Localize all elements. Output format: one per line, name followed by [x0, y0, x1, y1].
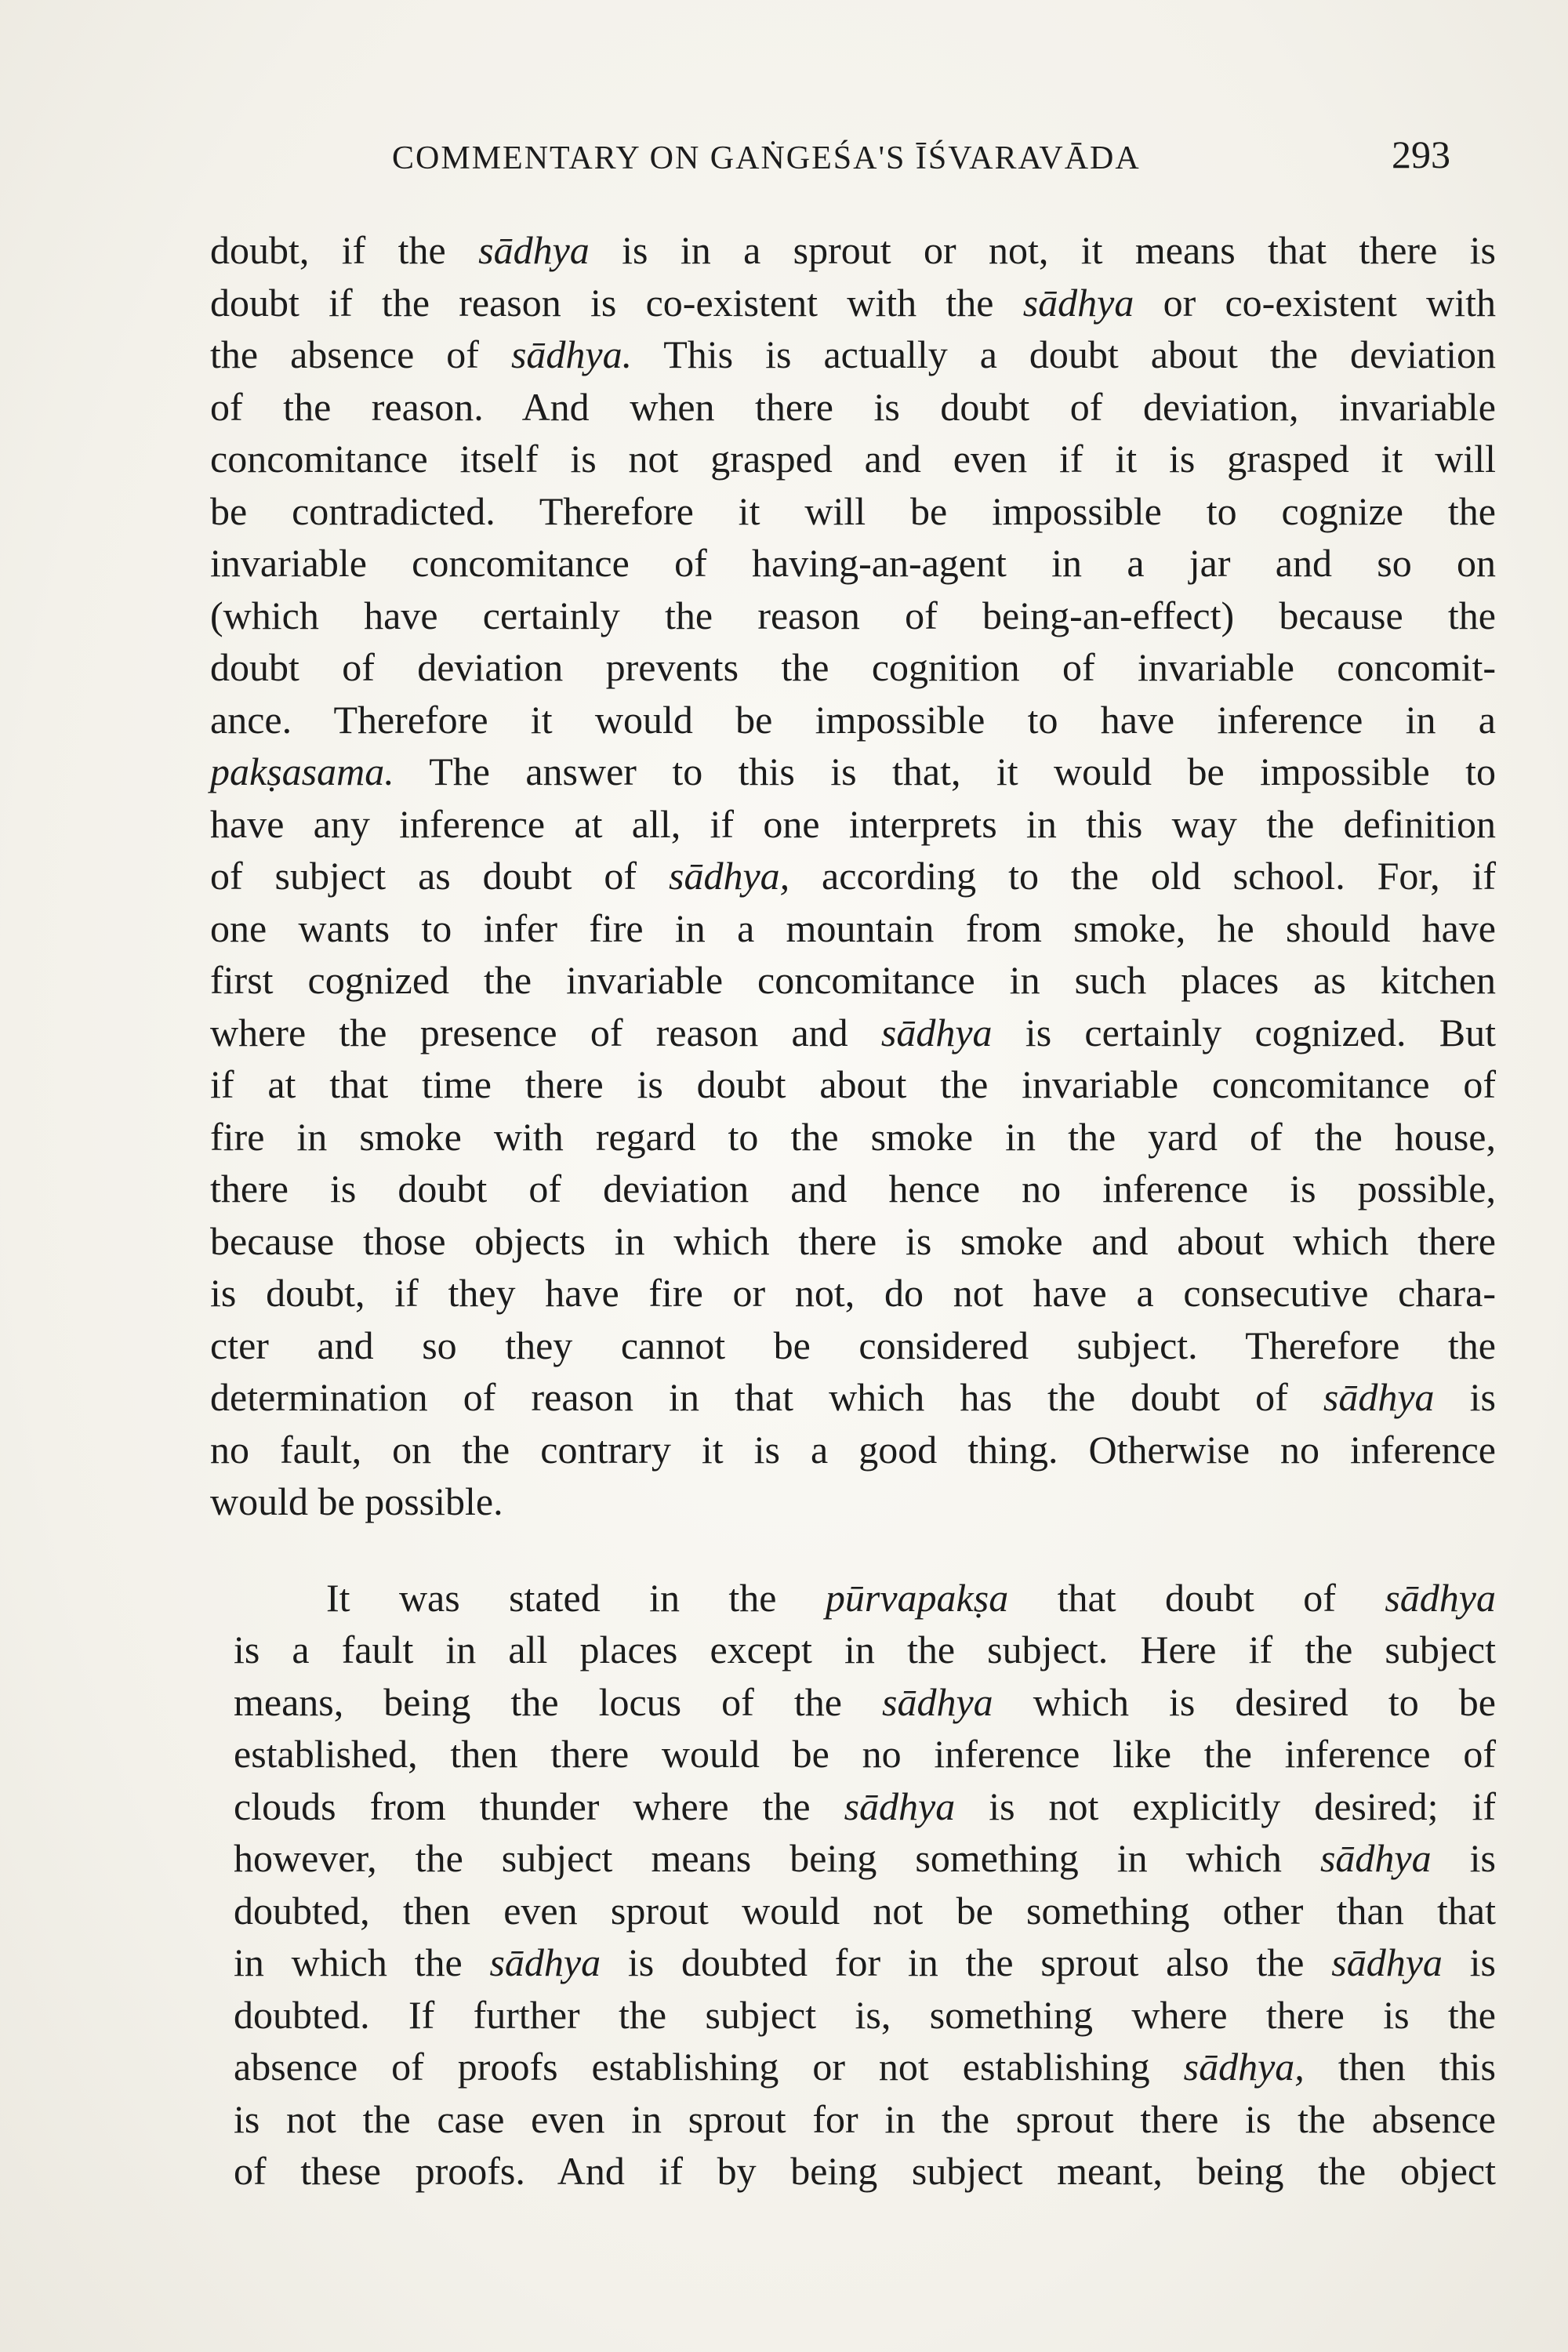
text-line: [210, 1111, 1496, 1163]
text-run: doubt, if the: [210, 228, 479, 272]
text-run: is a fault in all places except in the subject. Here if the subject: [234, 1628, 1496, 1671]
text-run: no fault, on the contrary it is a good thing. Otherwise no inference: [210, 1427, 1496, 1472]
text-line: [234, 2093, 1496, 2146]
text-line: [210, 277, 1496, 329]
text-line: [210, 1215, 1496, 1268]
text-run: however, the subject means being something in which: [234, 1836, 1320, 1880]
text-run: would be possible.: [210, 1479, 503, 1523]
text-line: [234, 1780, 1496, 1833]
italic-term: sādhya,: [1183, 2045, 1305, 2089]
text-line: [210, 485, 1496, 538]
text-line: [234, 2145, 1496, 2198]
body-text: [210, 224, 1496, 2198]
text-line: [210, 381, 1496, 434]
text-line: [234, 1624, 1496, 1676]
text-line: [210, 1163, 1496, 1215]
italic-term: sādhya: [1331, 1940, 1443, 1984]
text-run: because those objects in which there is smoke and about which there: [210, 1218, 1496, 1263]
text-run: doubt if the reason is co-existent with the: [210, 280, 1023, 325]
text-line: [210, 746, 1496, 798]
text-line: [210, 1058, 1496, 1111]
text-run: doubt of deviation prevents the cognition of invariable concomit-: [210, 645, 1496, 689]
text-line: [234, 1676, 1496, 1729]
page-number: 293: [1392, 132, 1450, 176]
text-line: [210, 954, 1496, 1007]
italic-term: sādhya: [882, 1679, 993, 1724]
text-line: [210, 1267, 1496, 1319]
text-run: according to the old school. For, if: [789, 854, 1497, 898]
text-line: [210, 224, 1496, 277]
text-run: is not explicitly desired; if: [955, 1784, 1497, 1828]
text-run: in which the: [234, 1940, 490, 1984]
text-run: invariable concomitance of having-an-agent in a jar and so on: [210, 541, 1496, 585]
text-run: of the reason. And when there is doubt of deviation, invariable: [210, 384, 1496, 429]
text-line: [234, 1832, 1496, 1885]
text-line: [210, 850, 1496, 902]
italic-term: sādhya,: [669, 854, 790, 898]
text-run: doubted, then even sprout would not be something other than that: [234, 1888, 1496, 1933]
text-line: [234, 1989, 1496, 2042]
text-run: be contradicted. Therefore it will be impossible to cognize the: [210, 488, 1496, 533]
text-run: the absence of: [210, 332, 511, 376]
text-run: have any inference at all, if one interprets in this way the definition: [210, 801, 1496, 846]
italic-term: sādhya: [1022, 280, 1134, 325]
italic-term: sādhya: [880, 1010, 993, 1054]
paragraph: [210, 224, 1496, 1528]
italic-term: sādhya.: [510, 332, 633, 376]
text-line: [210, 694, 1496, 746]
italic-term: sādhya: [844, 1784, 956, 1828]
text-run: (which have certainly the reason of being-an-effect) because the: [210, 593, 1496, 637]
text-line: [210, 590, 1496, 642]
text-run: clouds from thunder where the: [234, 1784, 844, 1828]
italic-term: sādhya: [1323, 1375, 1435, 1419]
text-line: [210, 1475, 1496, 1528]
text-run: where the presence of reason and: [210, 1010, 881, 1054]
text-run: is doubted for in the sprout also the: [601, 1940, 1332, 1984]
text-line: [210, 1424, 1496, 1476]
text-run: concomitance itself is not grasped and even if it is grasped it will: [210, 437, 1496, 481]
italic-term: sādhya: [478, 228, 590, 272]
text-run: absence of proofs establishing or not establishing: [234, 2045, 1184, 2089]
text-run: fire in smoke with regard to the smoke in the yard of the house,: [210, 1114, 1496, 1159]
text-run: cter and so they cannot be considered subject. Therefore the: [210, 1323, 1496, 1367]
text-line: [210, 433, 1496, 485]
paragraph: [210, 1572, 1496, 2198]
text-run: if at that time there is doubt about the invariable concomitance of: [210, 1062, 1496, 1106]
text-run: determination of reason in that which has the doubt of: [210, 1375, 1323, 1419]
text-line: [210, 537, 1496, 590]
text-line: [234, 1885, 1496, 1937]
text-run: is: [1442, 1940, 1496, 1984]
text-run: is: [1434, 1375, 1496, 1419]
text-run: The answer to this is that, it would be impossible to: [394, 750, 1496, 793]
text-run: that doubt of: [1008, 1575, 1385, 1620]
italic-term: sādhya: [489, 1940, 601, 1984]
text-line: [234, 1728, 1496, 1780]
running-head: COMMENTARY ON GAṄGEŚA'S ĪŚVARAVĀDA: [392, 140, 1141, 176]
text-run: which is desired to be: [993, 1679, 1496, 1724]
text-run: means, being the locus of the: [234, 1679, 883, 1724]
italic-term: sādhya: [1319, 1836, 1432, 1880]
text-line: [210, 902, 1496, 955]
text-run: is certainly cognized. But: [992, 1010, 1496, 1054]
text-line: [210, 1371, 1496, 1424]
text-run: one wants to infer fire in a mountain from smoke, he should have: [210, 906, 1496, 950]
text-run: is: [1431, 1836, 1496, 1880]
text-run: is doubt, if they have fire or not, do not have a consecutive chara-: [210, 1271, 1496, 1315]
text-line: [234, 1936, 1496, 1989]
text-run: there is doubt of deviation and hence no inference is possible,: [210, 1167, 1496, 1210]
text-line: [210, 328, 1496, 381]
text-run: is not the case even in sprout for in the sprout there is the absence: [234, 2096, 1496, 2141]
text-run: of subject as doubt of: [210, 854, 669, 898]
text-run: ance. Therefore it would be impossible to have inference in a: [210, 697, 1496, 742]
text-run: then this: [1304, 2045, 1497, 2089]
text-line: [234, 2041, 1496, 2093]
text-run: first cognized the invariable concomitance in such places as kitchen: [210, 958, 1496, 1002]
text-line: [210, 1319, 1496, 1372]
text-run: is in a sprout or not, it means that there is: [589, 228, 1496, 272]
text-run: established, then there would be no inference like the inference of: [234, 1732, 1496, 1776]
text-run: or co-existent with: [1134, 280, 1496, 325]
text-run: This is actually a doubt about the deviation: [632, 332, 1497, 376]
text-line: [210, 641, 1496, 694]
text-line: [234, 1572, 1496, 1624]
text-run: It was stated in the: [326, 1575, 826, 1620]
text-run: of these proofs. And if by being subject meant, being the object: [234, 2149, 1496, 2193]
text-run: doubted. If further the subject is, something where there is the: [234, 1992, 1496, 2037]
paragraph-gap: [210, 1528, 1496, 1572]
text-line: [210, 1007, 1496, 1059]
italic-term: pūrvapakṣa: [825, 1575, 1009, 1620]
italic-term: pakṣasama.: [210, 750, 394, 793]
italic-term: sādhya: [1385, 1575, 1496, 1620]
text-line: [210, 798, 1496, 851]
